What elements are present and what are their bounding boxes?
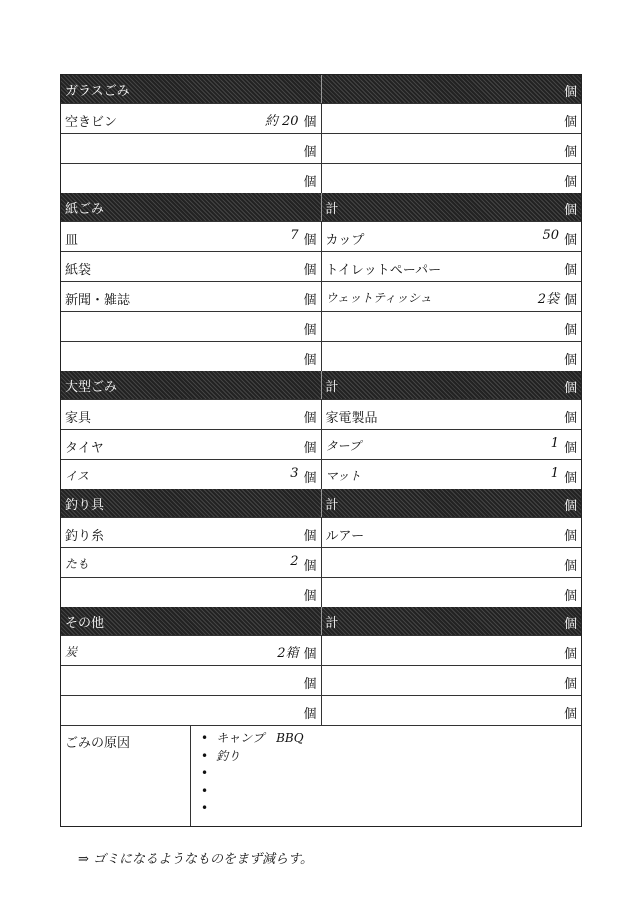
item-unit: 個	[303, 411, 317, 426]
item-cell	[61, 282, 321, 311]
item-cell	[321, 222, 582, 251]
item-quantity: 2	[290, 554, 299, 569]
item-label: 家電製品	[325, 411, 378, 426]
item-cell	[61, 312, 321, 341]
table-row	[61, 281, 581, 311]
section-title: 釣り具	[65, 497, 105, 513]
table-row	[61, 695, 581, 725]
item-unit: 個	[303, 589, 317, 604]
item-cell	[61, 696, 321, 725]
section-unit: 個	[563, 85, 577, 100]
item-label: カップ	[325, 233, 365, 248]
cause-text: 釣り	[216, 748, 241, 763]
item-unit: 個	[303, 145, 317, 160]
item-unit: 個	[303, 441, 317, 456]
section-header	[61, 371, 581, 399]
table-row	[61, 429, 581, 459]
item-label: 釣り糸	[65, 529, 105, 544]
section-unit: 個	[563, 381, 577, 396]
item-unit: 個	[563, 411, 577, 426]
table-row	[61, 459, 581, 489]
section-total-label: 計	[325, 201, 339, 217]
cause-item	[201, 765, 304, 783]
waste-causes-row	[61, 725, 581, 826]
item-unit: 個	[563, 441, 577, 456]
item-quantity: 約 20	[264, 114, 299, 129]
table-row	[61, 399, 581, 429]
item-unit: 個	[303, 115, 317, 130]
item-label: 紙袋	[65, 263, 92, 278]
item-unit: 個	[303, 233, 317, 248]
item-label: マット	[325, 469, 362, 483]
item-quantity: 7	[290, 228, 299, 243]
table-row	[61, 251, 581, 281]
item-cell	[61, 400, 321, 429]
cause-text: キャンプ BBQ	[216, 731, 304, 745]
item-unit: 個	[303, 323, 317, 338]
item-label: たも	[65, 557, 90, 571]
item-unit: 個	[303, 529, 317, 544]
item-unit: 個	[563, 145, 577, 160]
item-label: タイヤ	[65, 441, 104, 456]
table-row	[61, 103, 581, 133]
section-title: 大型ごみ	[65, 379, 118, 395]
item-unit: 個	[563, 323, 577, 338]
item-cell	[321, 312, 582, 341]
item-label: 新聞・雑誌	[65, 293, 131, 308]
item-cell	[61, 666, 321, 695]
item-unit: 個	[563, 115, 577, 130]
table-row	[61, 665, 581, 695]
item-unit: 個	[563, 677, 577, 692]
item-cell	[61, 252, 321, 281]
item-cell	[321, 548, 582, 577]
item-unit: 個	[303, 677, 317, 692]
section-total-label: 計	[325, 379, 339, 395]
item-unit: 個	[303, 471, 317, 486]
section-header	[61, 193, 581, 221]
item-label: 家具	[65, 411, 92, 426]
item-unit: 個	[563, 707, 577, 722]
item-unit: 個	[563, 529, 577, 544]
item-label: ウェットティッシュ	[325, 291, 432, 305]
section-header	[61, 607, 581, 635]
section-title: 紙ごみ	[65, 201, 105, 217]
footnote: ⇒ ゴミになるようなものをまず減らす。	[78, 852, 313, 867]
item-unit: 個	[303, 647, 317, 662]
item-unit: 個	[563, 293, 577, 308]
section-total-label: 計	[325, 615, 339, 631]
item-cell	[321, 696, 582, 725]
item-unit: 個	[303, 263, 317, 278]
item-cell	[321, 460, 582, 489]
item-unit: 個	[563, 559, 577, 574]
item-unit: 個	[563, 589, 577, 604]
section-title: その他	[65, 615, 105, 631]
item-cell	[61, 134, 321, 163]
section-unit: 個	[563, 617, 577, 632]
section-header	[61, 75, 581, 103]
item-cell	[321, 282, 582, 311]
item-quantity: 1	[550, 436, 559, 451]
item-label: 皿	[65, 233, 79, 248]
item-cell	[61, 104, 321, 133]
table-row	[61, 341, 581, 371]
section-unit: 個	[563, 203, 577, 218]
item-cell	[321, 430, 582, 459]
waste-survey-form	[60, 74, 582, 827]
cause-item	[201, 800, 304, 818]
table-row	[61, 517, 581, 547]
item-label: 空きビン	[65, 115, 118, 130]
item-unit: 個	[303, 707, 317, 722]
item-label: 炭	[65, 645, 78, 659]
item-cell	[321, 104, 582, 133]
item-cell	[61, 548, 321, 577]
item-unit: 個	[303, 353, 317, 368]
item-unit: 個	[563, 233, 577, 248]
item-cell	[61, 518, 321, 547]
waste-causes-label: ごみの原因	[61, 726, 191, 826]
table-row	[61, 311, 581, 341]
cause-item	[201, 783, 304, 801]
item-cell	[321, 134, 582, 163]
table-row	[61, 221, 581, 251]
waste-sections	[61, 75, 581, 725]
item-cell	[61, 164, 321, 193]
waste-causes-list	[191, 726, 304, 826]
item-unit: 個	[303, 293, 317, 308]
item-unit: 個	[563, 353, 577, 368]
item-cell	[321, 342, 582, 371]
item-label: トイレットペーパー	[325, 263, 442, 278]
item-label: ルアー	[325, 529, 365, 544]
item-unit: 個	[563, 647, 577, 662]
item-label: タープ	[325, 439, 361, 453]
item-cell	[321, 400, 582, 429]
item-quantity: 3	[290, 466, 299, 481]
item-cell	[61, 636, 321, 665]
item-unit: 個	[303, 175, 317, 190]
cause-item	[201, 748, 304, 766]
item-unit: 個	[563, 175, 577, 190]
section-title: ガラスごみ	[65, 83, 130, 99]
item-quantity: 2箱	[277, 646, 299, 661]
item-unit: 個	[563, 263, 577, 278]
item-label: イス	[65, 469, 89, 483]
table-row	[61, 635, 581, 665]
item-quantity: 1	[550, 466, 559, 481]
item-unit: 個	[563, 471, 577, 486]
section-unit: 個	[563, 499, 577, 514]
item-cell	[61, 578, 321, 607]
section-total-label: 計	[325, 497, 339, 513]
table-row	[61, 547, 581, 577]
item-unit: 個	[303, 559, 317, 574]
cause-item	[201, 730, 304, 748]
item-quantity: 2袋	[537, 292, 559, 307]
item-cell	[61, 430, 321, 459]
item-cell	[61, 222, 321, 251]
table-row	[61, 577, 581, 607]
item-cell	[321, 636, 582, 665]
section-header	[61, 489, 581, 517]
item-cell	[321, 164, 582, 193]
item-cell	[321, 578, 582, 607]
item-cell	[321, 518, 582, 547]
item-cell	[61, 460, 321, 489]
table-row	[61, 133, 581, 163]
item-cell	[321, 252, 582, 281]
item-cell	[61, 342, 321, 371]
item-cell	[321, 666, 582, 695]
table-row	[61, 163, 581, 193]
item-quantity: 50	[542, 228, 559, 243]
